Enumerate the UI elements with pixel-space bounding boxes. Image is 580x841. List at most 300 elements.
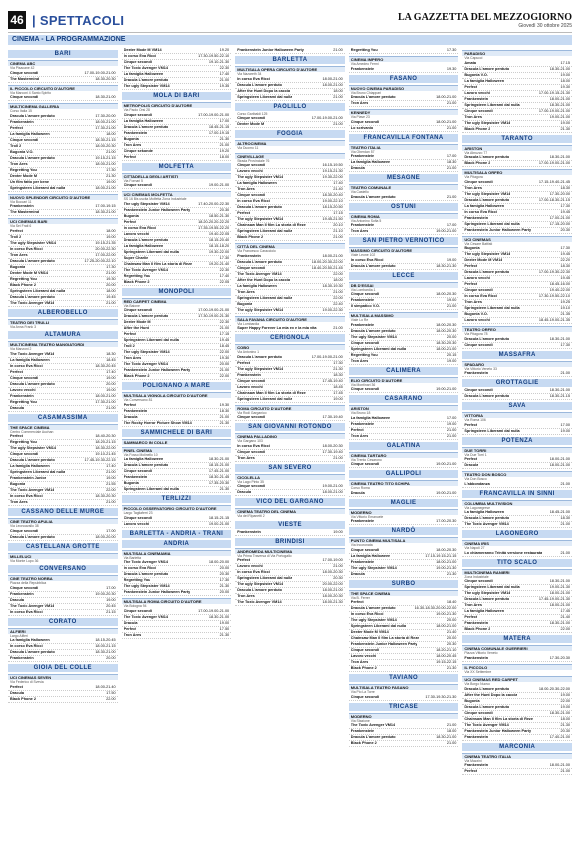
showtimes: 18.00 (219, 154, 230, 159)
film-title: La famiglia Halloween (350, 415, 391, 420)
showtimes: 20.00 (106, 656, 116, 660)
cinema-address: Via Lago Pinto 35 (237, 479, 264, 484)
film-title: Frankenstein (350, 519, 375, 523)
cinema-address: Via Abruzzo 77 (464, 150, 488, 155)
film-title: Perfect (237, 360, 251, 365)
showtimes: 17.45-19.30-22.15 (84, 458, 116, 462)
film-row (122, 421, 232, 427)
film-title: Tron Ares (350, 358, 369, 363)
showtimes: 17.30 (446, 48, 457, 52)
showtimes: 18.20-21.15 (95, 440, 116, 444)
film-row (122, 84, 232, 90)
film-title: Regretting You (10, 440, 37, 444)
showtimes: 18.15-20.45 (95, 638, 116, 642)
showtimes: 17.30-20.30 (549, 655, 570, 660)
showtimes: 18.30 (333, 372, 343, 377)
cinema-name: MULTISALA ROMA CIRCUITO D'AUTORE (122, 598, 232, 604)
showtimes: 21.00 (560, 769, 570, 773)
film-row (349, 264, 459, 270)
section-title: | SPETTACOLI (32, 13, 124, 28)
showtimes: 17.40-20.00-22.30 (198, 201, 230, 206)
showtimes: 17.00-19.00-21.00 (198, 308, 230, 312)
showtimes: 19.25 (560, 300, 570, 304)
showtimes: 18.00-20.30 (436, 292, 457, 296)
showtimes: 18.30-21.00 (549, 155, 570, 159)
showtimes: 19.45 (560, 276, 570, 280)
showtimes: 21.30 (219, 584, 230, 588)
film-title: Tron Ares (123, 356, 142, 360)
showtimes: 18.30-21.15 (549, 394, 570, 398)
film-title: The ugly Stepsister VM14 (237, 175, 284, 179)
cinema-address: Via Stazione (350, 718, 370, 723)
film-title: Frankenstein (464, 96, 489, 101)
film-title: Black Phone 2 (350, 666, 377, 670)
film-title: Perfect (464, 615, 478, 619)
showtimes: 18.30-21.45 (208, 475, 230, 479)
showtimes: 18.30-21.00 (549, 336, 570, 341)
film-title: Frankenstein Junior Halloween Party (237, 48, 304, 52)
film-title: The ugly Stepsister VM14 (123, 584, 170, 588)
showtimes: 17.30-20.00 (549, 191, 570, 196)
cinema-address: Via B. Ferrer (350, 595, 370, 600)
film-title: Bugonia (123, 136, 139, 141)
showtimes: 18.40-20.50-21.45 (311, 265, 343, 270)
film-title: Dracula L'amore perduto (464, 155, 510, 159)
cinema-name: CITTÀ DEL CINEMA (235, 243, 345, 249)
showtimes: 18.40-20.30 (95, 434, 116, 438)
cinema-address: Via Bologna 94 (123, 604, 147, 608)
cinema-name: ELIO CIRCUITO D'AUTORE (349, 377, 459, 383)
showtimes: 20.00 (446, 636, 457, 640)
film-title: Dracula L'amore perduto (464, 336, 510, 341)
showtimes: 18.00 (333, 277, 343, 282)
film-title: In corso Eva Ricci (123, 54, 157, 58)
film-title: Frankenstein (123, 130, 148, 135)
film-title: The Toxic Avenger VM14 (237, 600, 282, 604)
film-title: Dracula L'amore perduto (350, 328, 396, 333)
showtimes: 22.00 (560, 627, 570, 631)
masthead-title: LA GAZZETTA DEL MEZZOGIORNO (397, 11, 572, 23)
film-title: Tron Ares (123, 632, 142, 637)
cinema-name: UCI CINEMAS BARI (8, 218, 118, 224)
film-title: Regretting You (123, 273, 151, 278)
cinema-address: Via Paolo Orsi 28 (123, 108, 150, 112)
film-title: Tron Ares (350, 101, 369, 105)
showtimes: 18.30-20.30 (95, 76, 116, 81)
showtimes: 21.10 (333, 229, 343, 233)
cinema-address: Strada Provinciale 76 (237, 158, 270, 163)
film-title: Perfect (10, 125, 23, 130)
film-title: Black Phone 2 (464, 161, 491, 165)
film-title: Amata (464, 60, 476, 65)
film-title: Lavoro vecchi (123, 231, 150, 236)
cinema-name: KENNEDY (349, 109, 459, 115)
showtimes: 18.15-18.20 (208, 243, 230, 248)
cinema-address: Via Baione (123, 303, 140, 308)
film-title: Perfect (10, 434, 23, 438)
cinema-address: Via Vittorio Veneto 33 (464, 366, 497, 371)
film-title: Frankenstein (10, 591, 34, 596)
cinema-name: MILLELUCI (8, 553, 118, 559)
showtimes: 17.00-19.00 (322, 558, 343, 562)
cinema-address: Via Pisacane 42 (10, 66, 35, 70)
film-title: Frankenstein (350, 729, 375, 733)
city-header: CASAMASSIMA (8, 414, 118, 422)
film-title: Troll 2 (10, 234, 22, 239)
film-title: The Mastermind (10, 76, 40, 81)
showtimes: 21.00 (219, 414, 230, 419)
film-title: The ugly Stepsister VM14 (350, 334, 397, 339)
showtimes: 21.00 (333, 48, 343, 52)
film-title: Frankenstein Junior Halloween Party (464, 728, 532, 733)
showtimes: 18.00-21.00 (322, 588, 343, 592)
showtimes: 17.00-19.00-21.00 (538, 161, 570, 165)
cinema-name: UCI CINEMAS (462, 236, 572, 242)
film-row (8, 95, 118, 101)
showtimes: 22.05 (219, 279, 230, 284)
showtimes: 19.00-22.30 (322, 307, 343, 312)
cinema-name: CINEMA COMUNALE GUERRIERI (462, 645, 572, 651)
film-title: La famiglia Halloween (123, 72, 164, 76)
city-header: MASSAFRA (462, 351, 572, 359)
film-row (235, 600, 345, 606)
film-title: Dracula L'amore perduto (123, 78, 169, 82)
film-row (122, 374, 232, 380)
listing-column (122, 48, 232, 834)
film-title: Cinque secondi (10, 95, 39, 99)
film-title: Regretting You (123, 578, 151, 582)
showtimes: 19.00-21.00 (208, 521, 230, 526)
film-title: Regretting You (10, 167, 37, 172)
film-title: Cinque secondi (237, 378, 266, 383)
film-title: In corso Eva Ricci (10, 363, 43, 368)
city-header: CASTELLANA GROTTE (8, 543, 118, 551)
showtimes: 21.00 (333, 122, 343, 126)
showtimes: 18.00-21.40 (95, 684, 116, 689)
showtimes: 17.15 (560, 60, 570, 65)
film-title: Frankenstein (10, 119, 34, 124)
film-title: Dracula L'amore perduto (10, 458, 55, 462)
cinema-address: Via Bruno 18 (350, 411, 371, 415)
city-header: SAN PIETRO VERNOTICO (349, 237, 459, 245)
showtimes: 18.00-21.00 (95, 119, 116, 124)
showtimes: 17.00 (106, 528, 116, 533)
film-title: Frankenstein Junior Halloween Party (123, 207, 191, 212)
film-title: Troll 2 (10, 143, 22, 148)
film-title: Springsteen Liberami dal nulla (350, 346, 407, 351)
film-title: After the Hunt (123, 326, 149, 330)
cinema-name: MULTISALA MASSIMO (349, 312, 459, 318)
showtimes: 17.30 (219, 578, 230, 582)
cinema-address: Via XX Settembre (464, 669, 492, 674)
film-title: The Toxic Avenger VM14 (10, 351, 55, 356)
cinema-name: CINEMA ABC (8, 60, 118, 66)
film-title: The ugly Stepsister VM14 (10, 446, 56, 450)
city-header: CASSANO DELLE MURGE (8, 508, 118, 516)
cinema-name: IL PICCOLO CIRCUITO D'AUTORE (8, 85, 118, 91)
city-header: PAOLILLO (235, 103, 345, 111)
showtimes: 18.30 (560, 185, 570, 190)
city-header: SURBO (349, 580, 459, 588)
city-header: OSTUNI (349, 203, 459, 211)
city-header: MOLA DI BARI (122, 92, 232, 100)
film-row (462, 656, 572, 662)
city-header: ANDRIA (122, 540, 232, 548)
showtimes: 22.20 (560, 258, 570, 262)
film-title: La famiglia Halloween (237, 283, 277, 288)
film-title: Dracula (10, 690, 24, 695)
film-row (8, 77, 118, 83)
cinema-address: Via Vittorio Emanuele (350, 514, 384, 519)
showtimes: 18.30-21.00 (208, 457, 230, 461)
showtimes: 18.00-21.00 (322, 490, 343, 494)
showtimes: 19.20 (219, 148, 230, 153)
film-title: Springsteen Liberami dal nulla (237, 576, 293, 580)
showtimes: 21.30 (560, 126, 570, 131)
cinema-name: PICCOLO OSSERVATORIO CIRCUITO D'AUTORE (122, 505, 232, 511)
film-title: La famiglia Halloween (10, 638, 50, 642)
cinema-name: SPADARO (462, 361, 572, 367)
film-title: Cinque secondi (464, 388, 493, 392)
showtimes: 18.30-21.00 (549, 710, 570, 715)
showtimes: 19.00 (560, 428, 570, 433)
film-row (8, 656, 118, 662)
film-row (349, 67, 459, 73)
film-title: Dracula L'amore perduto (10, 534, 55, 539)
masthead (398, 12, 572, 29)
showtimes: 19.00-21.00 (549, 114, 570, 119)
showtimes: 20.00 (219, 590, 230, 594)
showtimes: 19.40-22.05 (208, 231, 230, 236)
cinema-address: Via Anna Frank 3 (10, 324, 36, 329)
showtimes: 21.00 (333, 326, 343, 330)
film-title: Tron Ares (10, 500, 28, 504)
film-title: La famiglia Halloween (237, 181, 277, 185)
showtimes: 19.45 (106, 294, 116, 299)
cinema-name: ROMA CIRCUITO D'AUTORE (235, 405, 345, 411)
film-title: Frankenstein Junior (10, 476, 47, 480)
showtimes: 19.40-22.00 (549, 288, 570, 292)
cinema-name: DUE TORRI (462, 447, 572, 453)
film-title: Dexter Mode M VM14 (350, 630, 389, 634)
cinema-name: MULTICINEMA TEATRO MANGIATORDI (8, 341, 118, 347)
film-title: Dracula L'amore perduto (123, 314, 169, 318)
film-row (8, 500, 118, 506)
film-title: Cinque secondi (237, 449, 266, 454)
film-title: Lavoro vecchi (123, 521, 150, 526)
showtimes: 18.30 (560, 516, 570, 520)
film-title: La famiglia Halloween (10, 131, 50, 136)
showtimes: 21.00 (560, 550, 570, 555)
film-title: Chainsaw Man Il film La storia di Reze (464, 716, 533, 721)
showtimes: 18.30 (106, 351, 116, 356)
showtimes: 19.00 (446, 358, 457, 363)
film-title: Il simpatico V.O. (350, 304, 380, 308)
film-title: Dracula L'amore perduto (123, 124, 169, 129)
film-title: Dracula L'amore perduto (237, 259, 282, 264)
cinema-name: VITTORIA (462, 412, 572, 418)
film-title: Lavoro vecchi (464, 276, 490, 280)
film-title: Bugonia (10, 264, 26, 269)
city-header: FASANO (349, 75, 459, 83)
film-title: Black Phone 2 (464, 627, 491, 631)
showtimes: 20.00 (446, 334, 457, 339)
film-title: La famiglia Halloween (10, 464, 50, 468)
film-title: Chainsaw Man Il film La storia di Reze (237, 390, 306, 395)
showtimes: 21.00 (446, 741, 457, 745)
showtimes: 18.00 (446, 729, 457, 733)
film-title: La famiglia Halloween (464, 78, 505, 83)
film-title: Dracula (464, 463, 479, 467)
showtimes: 17.30-19.40 (322, 415, 343, 419)
film-title: Bugonia (123, 213, 139, 218)
showtimes: 21.30 (560, 722, 570, 727)
cinema-name: TEATRO COMUNALE (349, 184, 459, 190)
showtimes: 19.45 (219, 338, 230, 342)
film-title: The Toxic Avenger VM14 (237, 271, 282, 276)
film-title: The ugly Stepsister VM14 (464, 591, 511, 595)
cinema-name: MASSIMO CIRCUITO D'AUTORE (349, 247, 459, 253)
showtimes: 20.30 (446, 642, 457, 646)
film-title: The ugly Stepsister VM14 (123, 84, 170, 88)
showtimes: 18.30-21.30 (436, 263, 457, 268)
showtimes: 21.00 (446, 166, 457, 170)
showtimes: 21.30 (446, 666, 457, 670)
showtimes: 18.40 (446, 600, 457, 604)
showtimes: 17.00-22.00 (95, 252, 116, 257)
film-title: The ugly Stepsister VM14 (464, 191, 511, 196)
showtimes: 22.00 (560, 698, 570, 703)
film-title: Bugonia (237, 301, 253, 306)
film-title: The Toxic Avenger VM14 (10, 488, 55, 492)
film-title: In corso Eva Ricci (10, 644, 43, 648)
film-title: Springsteen Liberami dal nulla (464, 306, 520, 310)
city-header: GIOIA DEL COLLE (8, 664, 118, 672)
showtimes: 21.00 (446, 304, 457, 308)
city-header: MATERA (462, 635, 572, 643)
film-title: Springsteen Liberami dal nulla (123, 487, 179, 491)
film-row (235, 235, 345, 241)
showtimes: 18.00 (106, 131, 116, 136)
city-header: BARI (8, 50, 118, 58)
showtimes: 19.00-21.00 (322, 484, 343, 488)
film-title: Frankenstein (464, 763, 489, 767)
cinema-address: Via Napoli 27 (464, 546, 485, 550)
film-title: Cinque secondi (123, 183, 152, 187)
film-row (462, 394, 572, 400)
film-title: La famiglia Halloween (123, 243, 164, 248)
showtimes: 19.00-21.30 (436, 612, 457, 616)
showtimes: 18.45-19.00-21.35 (538, 318, 570, 322)
cinema-address: Via Roma 106 (464, 418, 486, 422)
showtimes: 20.30 (560, 227, 570, 232)
film-title: Frankenstein (237, 253, 261, 258)
film-title: Cinque secondi (10, 137, 39, 142)
film-title: Dracula (123, 620, 138, 625)
showtimes: 20.00-22.00 (322, 582, 343, 586)
showtimes: 17.30 (333, 360, 343, 365)
cinema-address: Via Duomo 11 (237, 146, 259, 150)
showtimes: 21.55 (106, 482, 116, 486)
film-title: Tron Ares (237, 289, 255, 294)
showtimes: 21.40 (560, 615, 570, 619)
cinema-address: Viale Leone 102 (350, 253, 376, 257)
film-title: La famiglia Halloween (350, 553, 391, 558)
city-header: MOLFETTA (122, 163, 232, 171)
cinema-address: Via Fornari 5 (123, 178, 143, 183)
cinema-address: Via Amedeo Fermi (350, 62, 379, 66)
showtimes: 17.45-21.00 (208, 469, 230, 473)
film-row (462, 429, 572, 435)
showtimes: 19.45 (560, 209, 570, 214)
film-title: Springsteen Liberami dal nulla (123, 338, 179, 342)
showtimes: 21.30 (219, 136, 230, 141)
city-header: ALTAMURA (8, 331, 118, 339)
showtimes: 18.00-21.00 (95, 185, 116, 190)
film-title: Tron Ares (350, 660, 369, 664)
film-title: Frankenstein (10, 204, 34, 208)
film-title: Perfect (350, 600, 364, 604)
film-title: Black Phone 2 (10, 282, 36, 287)
film-title: The ugly Stepsister VM14 (237, 217, 284, 221)
cinema-name: MULTISALA CINEMAMIA (122, 550, 232, 556)
showtimes: 17.00-19.00-21.00 (84, 70, 116, 75)
city-header: TITO SCALO (462, 559, 572, 567)
showtimes: 21.00 (446, 194, 457, 199)
film-title: Frankenstein (123, 408, 148, 413)
film-title: Cinque secondi (464, 342, 493, 347)
showtimes: 18.30 (560, 264, 570, 268)
film-title: Springsteen Liberami dal nulla (464, 102, 520, 107)
showtimes: 19.10 (560, 306, 570, 310)
showtimes: 17.30-19.50-22.10 (538, 294, 570, 298)
film-title: Cinque secondi (123, 308, 152, 312)
showtimes: 19.00 (446, 298, 457, 302)
film-title: Dracula L'amore perduto (350, 735, 396, 739)
film-title: Frankenstein (464, 215, 489, 220)
showtimes: 18.00-21.00 (549, 463, 570, 467)
film-row (235, 308, 345, 314)
film-title: Springsteen Liberami dal nulla (10, 288, 66, 293)
cinema-name: ARISTON (462, 145, 572, 151)
film-row (122, 487, 232, 493)
showtimes: 19.00-21.30 (549, 585, 570, 589)
showtimes: 19.00 (106, 597, 116, 602)
showtimes: 17.00 (446, 415, 457, 420)
film-title: Cinque secondi (237, 265, 266, 270)
film-title: In corso Eva Ricci (464, 294, 498, 298)
film-title: The ugly Stepsister VM14 (123, 201, 170, 206)
film-title: Dracula L'amore perduto (350, 194, 396, 199)
film-row (462, 522, 572, 528)
film-row (349, 101, 459, 107)
film-row (122, 155, 232, 161)
film-title: La famiglia Halloween (350, 160, 391, 164)
issue-date: Giovedì 30 ottobre 2025 (518, 22, 572, 29)
cinema-name: CITTADELLA DEGLI ARTISTI (122, 173, 232, 179)
film-title: Dracula L'amore perduto (350, 606, 396, 610)
city-header: MAGLIE (349, 499, 459, 507)
film-row (8, 210, 118, 216)
film-title: After the Hunt Dopo la caccia (237, 88, 291, 93)
film-title: Springsteen Liberami dal nulla (464, 585, 520, 589)
showtimes: 18.00-21.00 (549, 763, 570, 767)
showtimes: 18.30-21.00 (549, 66, 570, 71)
cinema-name: CINEMA PALLADINO (235, 433, 345, 439)
cinema-address: Via Fosso Molinello 10 (123, 452, 158, 457)
city-header: MESAGNE (349, 174, 459, 182)
film-title: The Toxic Avenger VM14 (10, 603, 55, 608)
